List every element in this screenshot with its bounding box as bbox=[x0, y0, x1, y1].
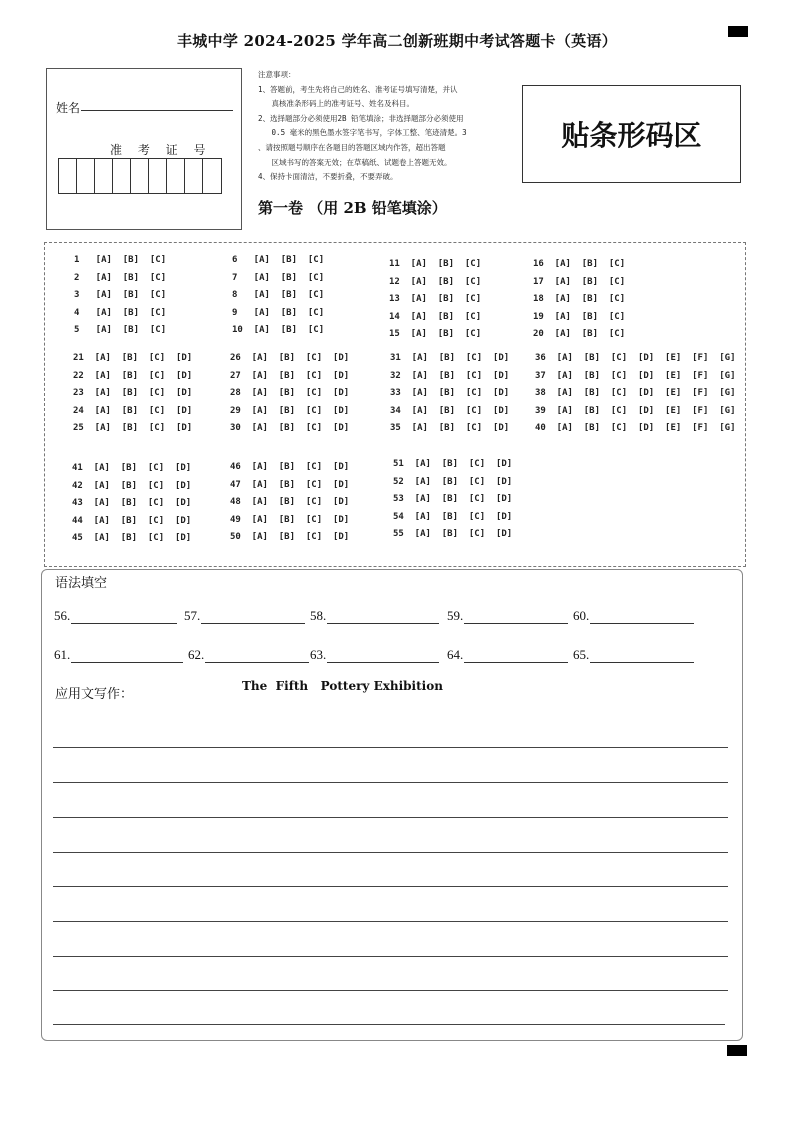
question-10-options[interactable]: 10 [A] [B] [C] bbox=[232, 325, 325, 335]
blank-number: 57. bbox=[184, 608, 201, 623]
question-11-options[interactable]: 11 [A] [B] [C] bbox=[389, 259, 482, 269]
page-title: 丰城中学 2024-2025 学年高二创新班期中考试答题卡（英语） bbox=[176, 32, 618, 50]
exam-number-cell[interactable] bbox=[131, 159, 149, 193]
question-12-options[interactable]: 12 [A] [B] [C] bbox=[389, 276, 482, 287]
blank-61[interactable] bbox=[54, 647, 183, 663]
question-33-options[interactable]: 33 [A] [B] [C] [D] bbox=[390, 388, 510, 398]
question-44-options[interactable]: 44 [A] [B] [C] [D] bbox=[72, 515, 192, 526]
blank-number: 59. bbox=[447, 608, 464, 623]
exam-number-grid[interactable] bbox=[58, 158, 222, 194]
barcode-area: 贴条形码区 bbox=[522, 85, 741, 183]
exam-number-cell[interactable] bbox=[203, 159, 221, 193]
writing-line[interactable] bbox=[53, 956, 728, 957]
writing-line[interactable] bbox=[53, 817, 728, 818]
question-32-options[interactable]: 32 [A] [B] [C] [D] bbox=[390, 370, 510, 381]
question-25-options[interactable]: 25 [A] [B] [C] [D] bbox=[73, 423, 193, 433]
question-47-options[interactable]: 47 [A] [B] [C] [D] bbox=[230, 479, 350, 490]
question-7-options[interactable]: 7 [A] [B] [C] bbox=[232, 272, 325, 283]
question-6-options[interactable]: 6 [A] [B] [C] bbox=[232, 255, 325, 265]
question-20-options[interactable]: 20 [A] [B] [C] bbox=[533, 329, 626, 339]
question-40-options[interactable]: 40 [A] [B] [C] [D] [E] [F] [G] bbox=[535, 423, 736, 433]
question-35-options[interactable]: 35 [A] [B] [C] [D] bbox=[390, 423, 510, 433]
blank-60[interactable] bbox=[573, 608, 694, 624]
writing-label: 应用文写作： bbox=[55, 687, 134, 702]
question-49-options[interactable]: 49 [A] [B] [C] [D] bbox=[230, 514, 350, 525]
question-22-options[interactable]: 22 [A] [B] [C] [D] bbox=[73, 370, 193, 381]
question-39-options[interactable]: 39 [A] [B] [C] [D] [E] [F] [G] bbox=[535, 405, 736, 416]
blank-57[interactable] bbox=[184, 608, 305, 624]
blank-number: 61. bbox=[54, 647, 71, 662]
writing-line[interactable] bbox=[53, 747, 728, 748]
exam-number-cell[interactable] bbox=[185, 159, 203, 193]
blank-number: 63. bbox=[310, 647, 327, 662]
student-info-box bbox=[46, 68, 242, 230]
question-2-options[interactable]: 2 [A] [B] [C] bbox=[74, 272, 167, 283]
exam-number-cell[interactable] bbox=[149, 159, 167, 193]
question-34-options[interactable]: 34 [A] [B] [C] [D] bbox=[390, 405, 510, 416]
question-36-options[interactable]: 36 [A] [B] [C] [D] [E] [F] [G] bbox=[535, 353, 736, 363]
blank-number: 65. bbox=[573, 647, 590, 662]
question-3-options[interactable]: 3 [A] [B] [C] bbox=[74, 290, 167, 300]
question-37-options[interactable]: 37 [A] [B] [C] [D] [E] [F] [G] bbox=[535, 370, 736, 381]
question-18-options[interactable]: 18 [A] [B] [C] bbox=[533, 294, 626, 304]
exam-number-cell[interactable] bbox=[59, 159, 77, 193]
blank-63[interactable] bbox=[310, 647, 439, 663]
exam-number-cell[interactable] bbox=[95, 159, 113, 193]
blank-59[interactable] bbox=[447, 608, 568, 624]
question-46-options[interactable]: 46 [A] [B] [C] [D] bbox=[230, 462, 350, 472]
question-26-options[interactable]: 26 [A] [B] [C] [D] bbox=[230, 353, 350, 363]
name-field[interactable] bbox=[81, 110, 233, 111]
question-28-options[interactable]: 28 [A] [B] [C] [D] bbox=[230, 388, 350, 398]
instruction-line: 区域书写的答案无效；在草稿纸、试题卷上答题无效。 bbox=[258, 157, 452, 167]
writing-line[interactable] bbox=[53, 852, 728, 853]
question-51-options[interactable]: 51 [A] [B] [C] [D] bbox=[393, 459, 513, 469]
blank-65[interactable] bbox=[573, 647, 694, 663]
question-9-options[interactable]: 9 [A] [B] [C] bbox=[232, 307, 325, 318]
question-41-options[interactable]: 41 [A] [B] [C] [D] bbox=[72, 463, 192, 473]
question-52-options[interactable]: 52 [A] [B] [C] [D] bbox=[393, 476, 513, 487]
question-53-options[interactable]: 53 [A] [B] [C] [D] bbox=[393, 494, 513, 504]
writing-line[interactable] bbox=[53, 886, 728, 887]
question-5-options[interactable]: 5 [A] [B] [C] bbox=[74, 325, 167, 335]
question-1-options[interactable]: 1 [A] [B] [C] bbox=[74, 255, 167, 265]
question-4-options[interactable]: 4 [A] [B] [C] bbox=[74, 307, 167, 318]
question-24-options[interactable]: 24 [A] [B] [C] [D] bbox=[73, 405, 193, 416]
writing-line[interactable] bbox=[53, 921, 728, 922]
question-45-options[interactable]: 45 [A] [B] [C] [D] bbox=[72, 533, 192, 543]
blank-number: 56. bbox=[54, 608, 71, 623]
grammar-fill-label: 语法填空 bbox=[55, 576, 108, 591]
blank-number: 62. bbox=[188, 647, 205, 662]
question-29-options[interactable]: 29 [A] [B] [C] [D] bbox=[230, 405, 350, 416]
question-50-options[interactable]: 50 [A] [B] [C] [D] bbox=[230, 532, 350, 542]
question-38-options[interactable]: 38 [A] [B] [C] [D] [E] [F] [G] bbox=[535, 388, 736, 398]
question-27-options[interactable]: 27 [A] [B] [C] [D] bbox=[230, 370, 350, 381]
question-21-options[interactable]: 21 [A] [B] [C] [D] bbox=[73, 353, 193, 363]
question-8-options[interactable]: 8 [A] [B] [C] bbox=[232, 290, 325, 300]
question-43-options[interactable]: 43 [A] [B] [C] [D] bbox=[72, 498, 192, 508]
instruction-line: 4、保持卡面清洁，不要折叠，不要弄破。 bbox=[258, 172, 398, 182]
blank-56[interactable] bbox=[54, 608, 177, 624]
writing-line[interactable] bbox=[53, 782, 728, 783]
name-label: 姓名 bbox=[56, 101, 81, 115]
section-one-title: 第一卷 （用 2B 铅笔填涂） bbox=[258, 199, 447, 217]
question-15-options[interactable]: 15 [A] [B] [C] bbox=[389, 329, 482, 339]
blank-58[interactable] bbox=[310, 608, 439, 624]
question-48-options[interactable]: 48 [A] [B] [C] [D] bbox=[230, 497, 350, 507]
writing-line[interactable] bbox=[53, 990, 728, 991]
blank-number: 64. bbox=[447, 647, 464, 662]
question-55-options[interactable]: 55 [A] [B] [C] [D] bbox=[393, 529, 513, 539]
question-14-options[interactable]: 14 [A] [B] [C] bbox=[389, 311, 482, 322]
instructions bbox=[258, 68, 503, 185]
question-13-options[interactable]: 13 [A] [B] [C] bbox=[389, 294, 482, 304]
question-23-options[interactable]: 23 [A] [B] [C] [D] bbox=[73, 388, 193, 398]
bottom-right-alignment-marker bbox=[727, 1045, 747, 1056]
question-42-options[interactable]: 42 [A] [B] [C] [D] bbox=[72, 480, 192, 491]
exam-number-label: 准 考 证 号 bbox=[110, 143, 212, 157]
question-54-options[interactable]: 54 [A] [B] [C] [D] bbox=[393, 511, 513, 522]
question-17-options[interactable]: 17 [A] [B] [C] bbox=[533, 276, 626, 287]
exam-number-cell[interactable] bbox=[77, 159, 95, 193]
exam-number-cell[interactable] bbox=[113, 159, 131, 193]
instruction-line: 2、选择题部分必须使用2B 铅笔填涂；非选择题部分必须使用 bbox=[258, 113, 464, 123]
blank-64[interactable] bbox=[447, 647, 568, 663]
exam-number-cell[interactable] bbox=[167, 159, 185, 193]
instruction-line: 、请按照题号顺序在各题目的答题区域内作答，超出答题 bbox=[258, 142, 446, 152]
question-31-options[interactable]: 31 [A] [B] [C] [D] bbox=[390, 353, 510, 363]
instruction-line: 0.5 毫米的黑色墨水签字笔书写，字体工整、笔迹清楚。3 bbox=[258, 128, 467, 138]
writing-area bbox=[41, 569, 743, 1041]
blank-number: 58. bbox=[310, 608, 327, 623]
blank-62[interactable] bbox=[188, 647, 309, 663]
question-16-options[interactable]: 16 [A] [B] [C] bbox=[533, 259, 626, 269]
question-30-options[interactable]: 30 [A] [B] [C] [D] bbox=[230, 423, 350, 433]
instruction-line: 注意事项： bbox=[258, 70, 296, 79]
question-19-options[interactable]: 19 [A] [B] [C] bbox=[533, 311, 626, 322]
instruction-line: 真核准条形码上的准考证号、姓名及科目。 bbox=[258, 99, 415, 109]
essay-title: The Fifth Pottery Exhibition bbox=[242, 679, 443, 693]
blank-number: 60. bbox=[573, 608, 590, 623]
writing-line[interactable] bbox=[53, 1024, 725, 1025]
instruction-line: 1、答题前，考生先将自己的姓名、准考证号填写清楚，并认 bbox=[258, 84, 458, 94]
